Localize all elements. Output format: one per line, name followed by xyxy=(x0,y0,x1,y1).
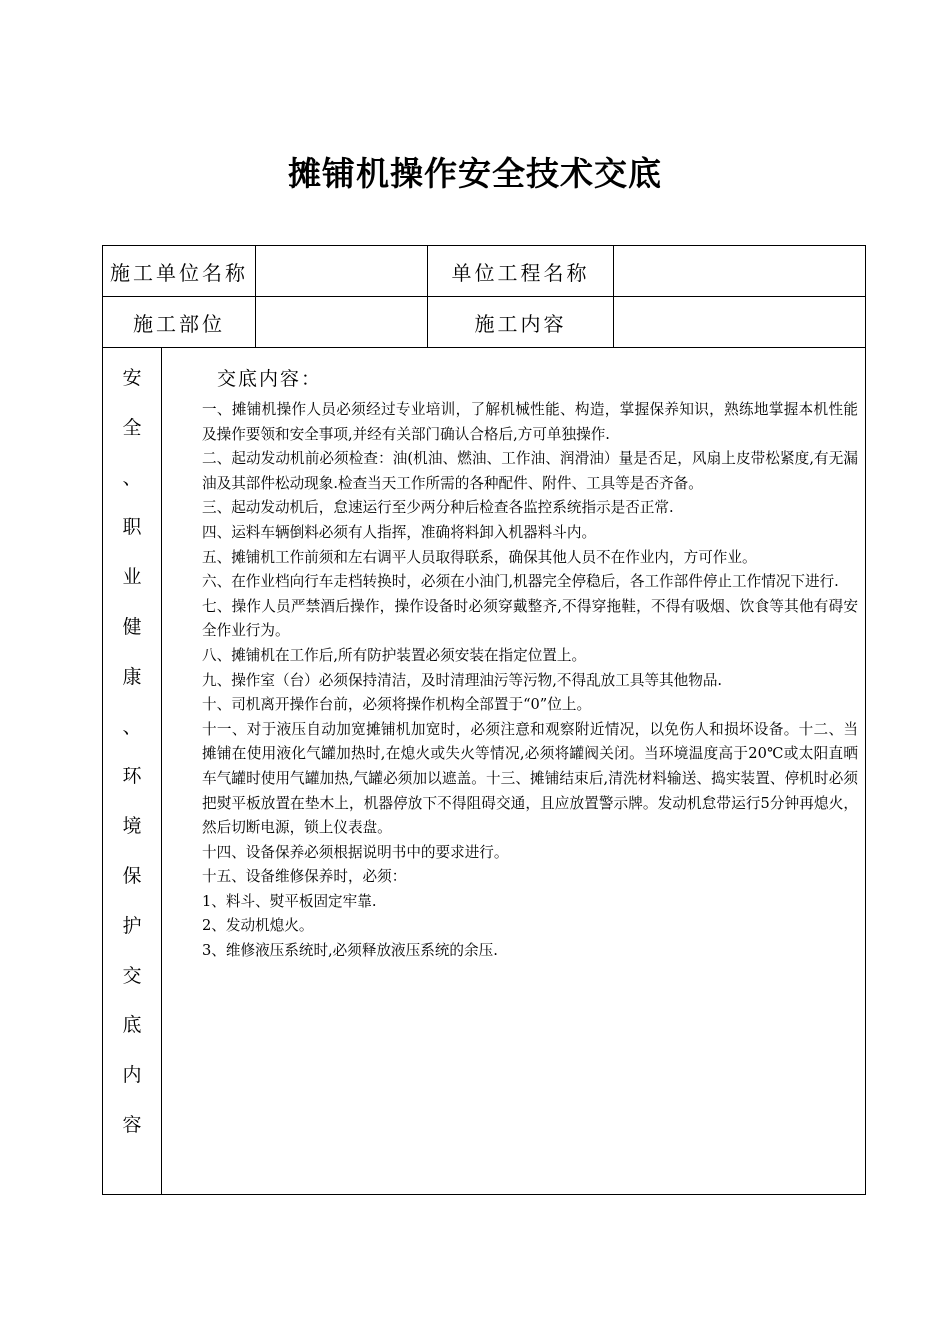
side-label-char: 、 xyxy=(122,466,142,489)
content-paragraph: 十五、设备维修保养时，必须： xyxy=(202,868,407,886)
side-label-char: 内 xyxy=(122,1064,142,1087)
side-label-char: 护 xyxy=(122,914,142,937)
side-label-char: 业 xyxy=(122,566,142,589)
content-heading: 交底内容： xyxy=(217,368,323,390)
disclosure-form xyxy=(102,245,866,1195)
disclosure-content xyxy=(202,398,858,964)
content-paragraph: 三、起动发动机后，怠速运行至少两分种后检查各监控系统指示是否正常. xyxy=(202,499,674,517)
content-paragraph: 十一、对于液压自动加宽摊铺机加宽时，必须注意和观察附近情况，以免伤人和损坏设备。十二、当摊铺在使用液化气罐加热时,在熄火或失火等情况,必须将罐阀关闭。当环境温度高于20℃或太阳直晒车气罐时使用气罐加热,气罐必须加以遮盖。十三、摊铺结束后,清洗材料输送、捣实装置、停机时必须把熨平板放置在垫木上，机器停放下不得阻碍交通，且应放置警示牌。发动机怠带运行5分钟再熄火，然后切断电源，锁上仪表盘。 xyxy=(202,720,858,837)
construction-content-field[interactable] xyxy=(614,297,865,347)
construction-content-label: 施工内容 xyxy=(474,311,567,336)
side-label-char: 保 xyxy=(122,864,142,887)
content-paragraph: 一、摊铺机操作人员必须经过专业培训，了解机械性能、构造，掌握保养知识，熟练地掌握本机性能及操作要领和安全事项,并经有关部门确认合格后,方可单独操作. xyxy=(202,401,858,443)
side-label-char: 底 xyxy=(122,1014,142,1037)
side-label-char: 职 xyxy=(122,516,142,539)
content-paragraph: 二、起动发动机前必须检查：油(机油、燃油、工作油、润滑油）量是否足，风扇上皮带松紧度,有无漏油及其部件松动现象.检查当天工作所需的各种配件、附件、工具等是否齐备。 xyxy=(202,450,858,492)
side-label-char: 康 xyxy=(122,665,142,688)
content-paragraph: 六、在作业档向行车走档转换时，必须在小油门,机器完全停稳后，各工作部件停止工作情况下进行. xyxy=(202,573,839,591)
side-label-char: 全 xyxy=(122,416,142,439)
side-label-char: 健 xyxy=(122,615,142,638)
side-label-char: 、 xyxy=(122,715,142,738)
side-label-char: 容 xyxy=(122,1113,142,1136)
unit-name-label: 施工单位名称 xyxy=(110,260,248,285)
side-label-char: 安 xyxy=(122,367,142,389)
construction-location-field[interactable] xyxy=(256,297,427,347)
content-paragraph: 九、操作室（台）必须保持清洁，及时清理油污等污物,不得乱放工具等其他物品. xyxy=(202,671,723,689)
row-divider xyxy=(103,347,865,348)
content-paragraph: 七、操作人员严禁酒后操作，操作设备时必须穿戴整齐,不得穿拖鞋，不得有吸烟、饮食等其他有碍安全作业行为。 xyxy=(202,597,858,640)
content-paragraph: 八、摊铺机在工作后,所有防护装置必须安装在指定位置上。 xyxy=(202,646,587,664)
content-paragraph: 十、司机离开操作台前，必须将操作机构全部置于“0”位上。 xyxy=(202,696,592,714)
side-label-char: 环 xyxy=(122,765,142,788)
column-divider xyxy=(161,347,162,1195)
project-name-label: 单位工程名称 xyxy=(451,260,590,285)
content-paragraph: 十四、设备保养必须根据说明书中的要求进行。 xyxy=(202,843,509,861)
unit-name-field[interactable] xyxy=(256,246,427,296)
project-name-field[interactable] xyxy=(614,246,865,296)
content-paragraph: 3、维修液压系统时,必须释放液压系统的余压. xyxy=(202,942,498,960)
content-paragraph: 五、摊铺机工作前须和左右调平人员取得联系，确保其他人员不在作业内，方可作业。 xyxy=(202,548,757,566)
document-title: 摊铺机操作安全技术交底 xyxy=(288,154,662,193)
side-label-char: 境 xyxy=(122,815,142,838)
side-label-vertical xyxy=(103,349,161,1160)
content-paragraph: 四、运料车辆倒料必须有人指挥，准确将料卸入机器料斗内。 xyxy=(202,523,597,541)
content-paragraph: 1、料斗、熨平板固定牢靠. xyxy=(202,892,377,910)
content-paragraph: 2、发动机熄火。 xyxy=(202,917,314,935)
side-label-char: 交 xyxy=(122,964,142,987)
construction-location-label: 施工部位 xyxy=(133,311,225,336)
